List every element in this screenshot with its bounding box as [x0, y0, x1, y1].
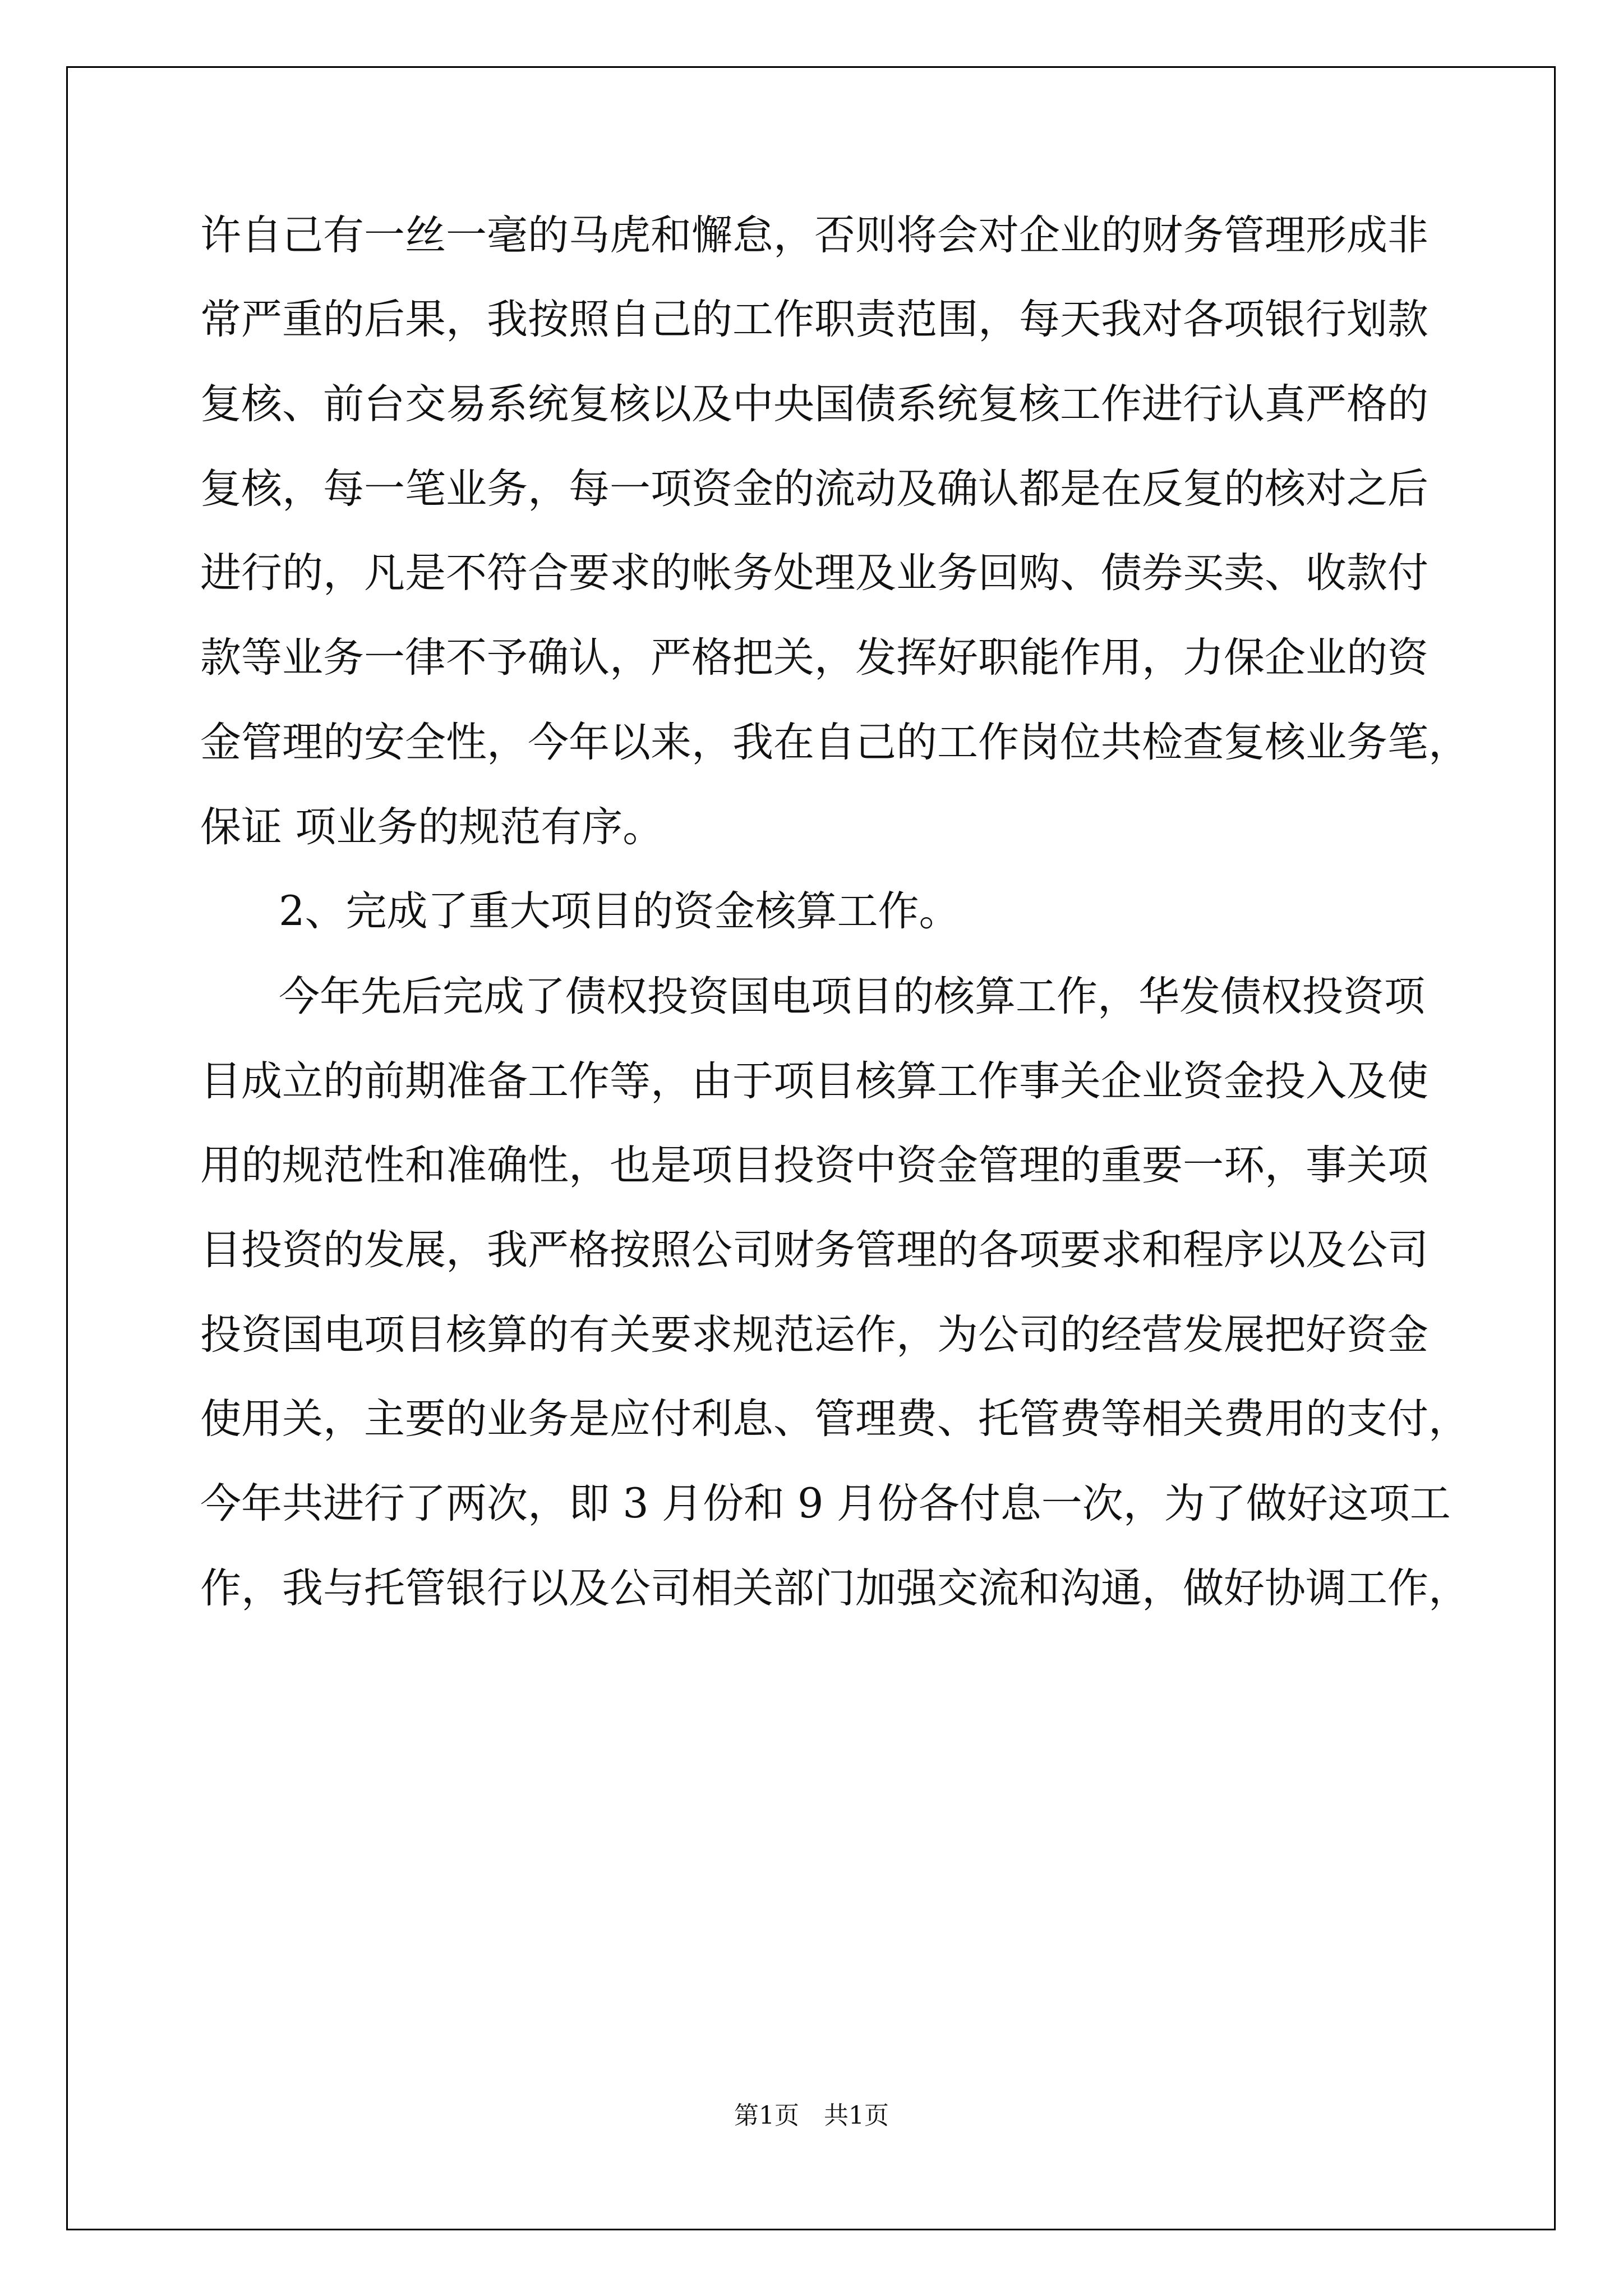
text-line: 目投资的发展，我严格按照公司财务管理的各项要求和程序以及公司	[200, 1226, 1428, 1274]
text-line: 今年共进行了两次，即 3 月份和 9 月份各付息一次，为了做好这项工	[200, 1480, 1451, 1527]
text-line: 复核，每一笔业务，每一项资金的流动及确认都是在反复的核对之后	[200, 465, 1428, 513]
text-line: 保证 项业务的规范有序。	[200, 803, 664, 851]
text-line: 金管理的安全性，今年以来，我在自己的工作岗位共检查复核业务笔，	[200, 719, 1469, 766]
text-line: 目成立的前期准备工作等，由于项目核算工作事关企业资金投入及使	[200, 1057, 1428, 1105]
text-line: 进行的，凡是不符合要求的帐务处理及业务回购、债券买卖、收款付	[200, 549, 1428, 597]
text-line: 许自己有一丝一毫的马虎和懈怠，否则将会对企业的财务管理形成非	[200, 211, 1428, 259]
text-line: 复核、前台交易系统复核以及中央国债系统复核工作进行认真严格的	[200, 380, 1428, 428]
text-line: 今年先后完成了债权投资国电项目的核算工作，华发债权投资项	[279, 973, 1425, 1020]
text-line: 用的规范性和准确性，也是项目投资中资金管理的重要一环，事关项	[200, 1142, 1428, 1189]
text-line: 使用关，主要的业务是应付利息、管理费、托管费等相关费用的支付，	[200, 1395, 1469, 1443]
text-line: 作，我与托管银行以及公司相关部门加强交流和沟通，做好协调工作，	[200, 1565, 1469, 1612]
text-line: 款等业务一律不予确认，严格把关，发挥好职能作用，力保企业的资	[200, 634, 1428, 682]
text-line: 2、完成了重大项目的资金核算工作。	[279, 887, 960, 935]
text-line: 常严重的后果，我按照自己的工作职责范围，每天我对各项银行划款	[200, 296, 1428, 343]
page-footer: 第1页 共1页	[734, 2101, 889, 2130]
text-line: 投资国电项目核算的有关要求规范运作，为公司的经营发展把好资金	[200, 1311, 1428, 1359]
